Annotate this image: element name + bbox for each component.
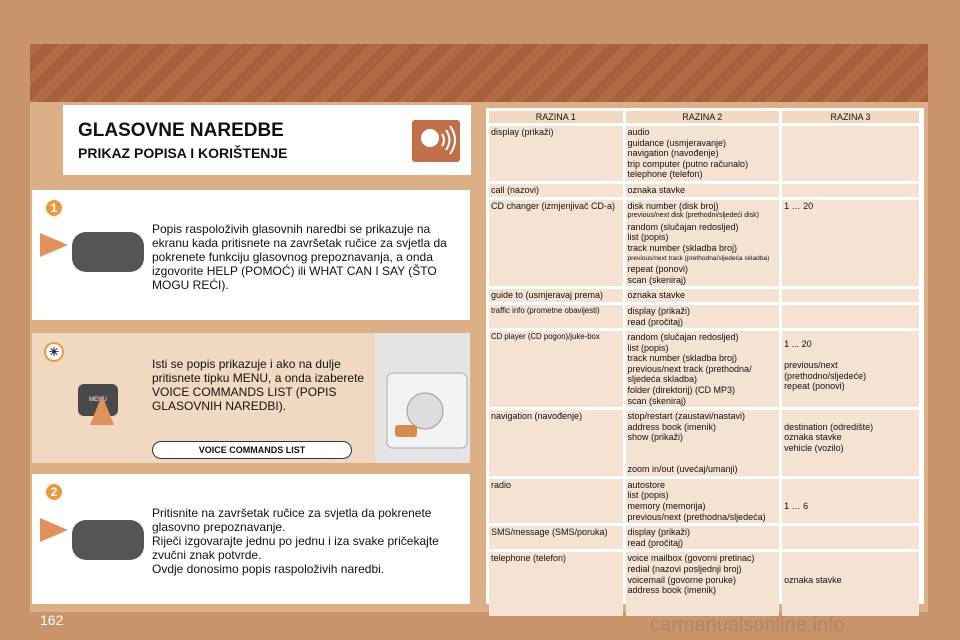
page-subtitle: PRIKAZ POPISA I KORIŠTENJE bbox=[78, 145, 288, 161]
cell-level3: oznaka stavke bbox=[782, 552, 919, 616]
step2-arrow-icon bbox=[40, 518, 68, 542]
step1-badge: 1 bbox=[44, 198, 64, 218]
cell-level3 bbox=[782, 126, 919, 181]
cell-level2: stop/restart (zaustavi/nastavi) address book (imenik) show (prikaži) zoom in/out (uvećaj/umanji) bbox=[626, 410, 780, 476]
table-header-row bbox=[489, 111, 919, 123]
cell-line: disk number (disk broj) bbox=[627, 200, 719, 211]
cell-level3: 1 … 20 bbox=[782, 200, 919, 287]
cell-level1: guide to (usmjeravaj prema) bbox=[489, 289, 623, 302]
cell-level3 bbox=[782, 184, 919, 197]
table-row bbox=[489, 184, 919, 197]
cell-level1: CD player (CD pogon)/juke-box bbox=[489, 331, 623, 407]
voice-command-icon bbox=[412, 120, 460, 162]
table-row bbox=[489, 479, 919, 523]
cell-level3: 1 … 6 bbox=[782, 479, 919, 523]
table-row bbox=[489, 126, 919, 181]
radio-unit-image bbox=[375, 333, 470, 463]
cell-level2: display (prikaži) read (pročitaj) bbox=[626, 526, 780, 549]
table-row bbox=[489, 331, 919, 407]
table-row bbox=[489, 200, 919, 287]
header-stripes bbox=[30, 44, 928, 102]
table-row bbox=[489, 410, 919, 476]
cell-level2: audio guidance (usmjeravanje) navigation (navođenje) trip computer (putno računalo) telephone (telefon) bbox=[626, 126, 780, 181]
step2-badge: 2 bbox=[44, 482, 64, 502]
cell-level1: CD changer (izmjenjivač CD-a) bbox=[489, 200, 623, 287]
table-row bbox=[489, 552, 919, 616]
table-row bbox=[489, 305, 919, 328]
menu-button[interactable]: MENU bbox=[78, 384, 118, 416]
table-row bbox=[489, 526, 919, 549]
page-number: 162 bbox=[40, 612, 64, 628]
page-title: GLASOVNE NAREDBE bbox=[78, 120, 284, 141]
cell-level3 bbox=[782, 305, 919, 328]
light-stalk-icon bbox=[72, 232, 144, 272]
cell-level3: 1 ... 20 previous/next (prethodno/sljedeće) repeat (ponovi) bbox=[782, 331, 919, 407]
cell-line: repeat (ponovi) scan (skeniraj) bbox=[627, 264, 689, 285]
cell-line: previous/next track (prethodna/sljedeća skladba) bbox=[627, 254, 770, 262]
cell-line: previous/next disk (prethodni/sljedeći disk) bbox=[627, 212, 760, 220]
table-row bbox=[489, 289, 919, 302]
cell-level2: voice mailbox (govorni pretinac) redial (nazovi posljednji broj) voicemail (govorne poruke) address book (imenik) bbox=[626, 552, 780, 616]
cell-level2: oznaka stavke bbox=[626, 289, 780, 302]
cell-level2: random (slučajan redosljed) list (popis) track number (skladba broj) previous/next track (prethodna/ sljedeća skladba) folder (direktorij) (CD MP3) scan (skeniraj) bbox=[626, 331, 780, 407]
command-table-panel bbox=[486, 108, 924, 604]
step1-arrow-icon bbox=[40, 233, 68, 257]
col-header: RAZINA 3 bbox=[782, 111, 919, 123]
cell-line: random (slučajan redosljed) list (popis) track number (skladba broj) bbox=[627, 221, 739, 253]
col-header: RAZINA 2 bbox=[626, 111, 780, 123]
cell-level2: oznaka stavke bbox=[626, 184, 780, 197]
cell-level3 bbox=[782, 289, 919, 302]
cell-level2 bbox=[626, 200, 780, 287]
tip-arrow-icon bbox=[90, 395, 114, 425]
cell-level1: traffic info (prometne obavijesti) bbox=[489, 305, 623, 328]
light-stalk-icon-2 bbox=[72, 520, 144, 560]
tip-text: Isti se popis prikazuje i ako na dulje pritisnete tipku MENU, a onda izaberete VOICE COMMANDS LIST (POPIS GLASOVNIH NAREDBI). bbox=[152, 357, 368, 413]
cell-level1: SMS/message (SMS/poruka) bbox=[489, 526, 623, 549]
cell-level3: destination (odredište) oznaka stavke vehicle (vozilo) bbox=[782, 410, 919, 476]
cell-level1: radio bbox=[489, 479, 623, 523]
cell-level1: telephone (telefon) bbox=[489, 552, 623, 616]
cell-level1: navigation (navođenje) bbox=[489, 410, 623, 476]
voice-commands-list-button[interactable]: VOICE COMMANDS LIST bbox=[152, 441, 352, 459]
cell-level2: display (prikaži) read (pročitaj) bbox=[626, 305, 780, 328]
step1-text: Popis raspoloživih glasovnih naredbi se prikazuje na ekranu kada pritisnete na završetak ručice za svjetla da pokrenete funkciju glasovnog prepoznavanja, a onda izgovorite HELP (POMOĆ) ili WHAT CAN I SAY (ŠTO MOGU REĆI). bbox=[152, 222, 451, 292]
cell-level2: autostore list (popis) memory (memorija) previous/next (prethodna/sljedeća) bbox=[626, 479, 780, 523]
cell-level3 bbox=[782, 526, 919, 549]
voice-command-table bbox=[486, 108, 922, 619]
cell-level1: call (nazovi) bbox=[489, 184, 623, 197]
watermark: carmanualsonline.info bbox=[650, 614, 845, 636]
col-header: RAZINA 1 bbox=[489, 111, 623, 123]
step2-text: Pritisnite na završetak ručice za svjetla da pokrenete glasovno prepoznavanje. Riječi izgovarajte jednu po jednu i iza svake pričekajte zvučni znak potvrde. Ovdje donosimo popis raspoloživih naredbi. bbox=[152, 506, 439, 576]
cell-level1: display (prikaži) bbox=[489, 126, 623, 181]
tip-sun-icon: ☀ bbox=[44, 342, 64, 362]
